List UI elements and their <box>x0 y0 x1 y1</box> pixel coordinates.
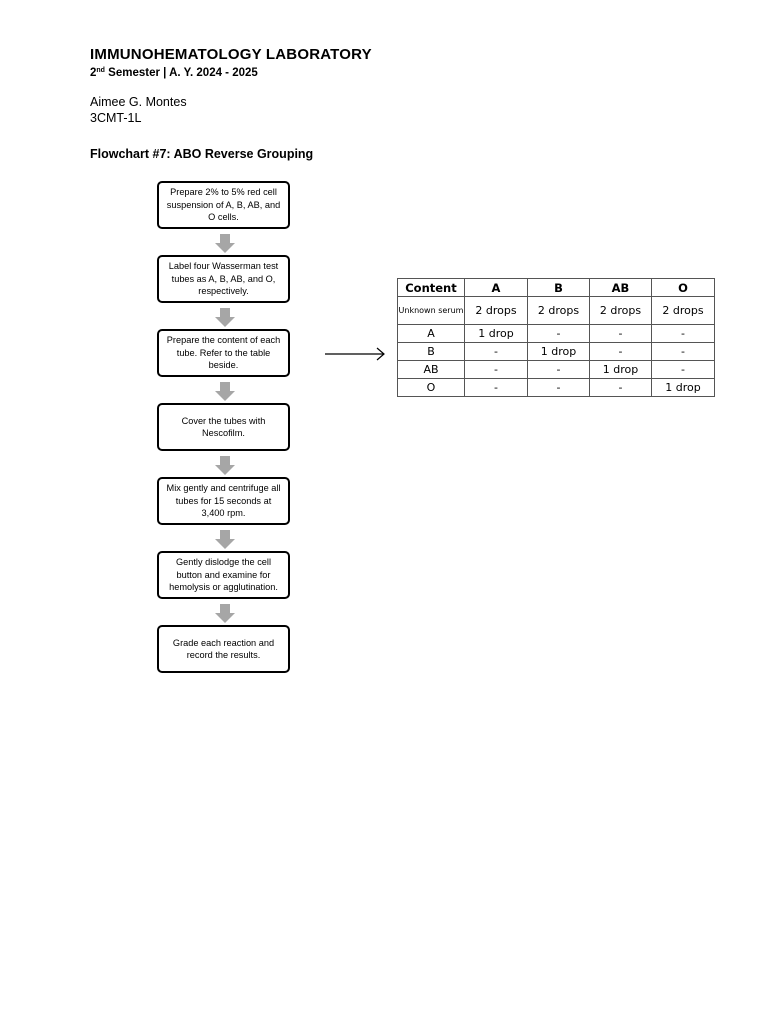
down-arrow-icon <box>215 530 235 549</box>
table-cell: - <box>652 325 715 343</box>
lab-title: IMMUNOHEMATOLOGY LABORATORY <box>90 46 372 63</box>
table-cell: - <box>528 379 590 397</box>
table-cell: 1 drop <box>590 361 652 379</box>
student-section: 3CMT-1L <box>90 111 142 125</box>
table-cell: 2 drops <box>528 297 590 325</box>
flow-step-7: Grade each reaction and record the results. <box>157 625 290 673</box>
table-cell: - <box>652 343 715 361</box>
table-cell: Unknown serum <box>398 297 465 325</box>
table-cell: - <box>590 343 652 361</box>
flow-step-2: Label four Wasserman test tubes as A, B, AB, and O, respectively. <box>157 255 290 303</box>
table-row <box>398 361 715 379</box>
table-cell: - <box>528 325 590 343</box>
table-header-cell: AB <box>590 279 652 297</box>
table-cell: O <box>398 379 465 397</box>
down-arrow-icon <box>215 604 235 623</box>
semester-line <box>90 67 258 79</box>
table-cell: - <box>652 361 715 379</box>
semester-number: 2 <box>90 67 97 79</box>
semester-superscript: nd <box>96 67 105 74</box>
table-row <box>398 379 715 397</box>
table-cell: - <box>465 361 528 379</box>
table-cell: 1 drop <box>652 379 715 397</box>
table-cell: A <box>398 325 465 343</box>
table-header-cell: A <box>465 279 528 297</box>
down-arrow-icon <box>215 456 235 475</box>
table-cell: - <box>590 325 652 343</box>
table-header-cell: Content <box>398 279 465 297</box>
table-cell: - <box>465 379 528 397</box>
table-row <box>398 325 715 343</box>
down-arrow-icon <box>215 382 235 401</box>
table-cell: - <box>465 343 528 361</box>
table-cell: B <box>398 343 465 361</box>
flow-step-3: Prepare the content of each tube. Refer to the table beside. <box>157 329 290 377</box>
flowchart-title: Flowchart #7: ABO Reverse Grouping <box>90 147 314 161</box>
table-cell: - <box>590 379 652 397</box>
student-name: Aimee G. Montes <box>90 95 187 109</box>
table-row <box>398 343 715 361</box>
table-cell: 1 drop <box>465 325 528 343</box>
table-header-cell: O <box>652 279 715 297</box>
tube-content-table <box>397 278 715 397</box>
flow-step-1: Prepare 2% to 5% red cell suspension of A, B, AB, and O cells. <box>157 181 290 229</box>
table-row <box>398 297 715 325</box>
table-cell: - <box>528 361 590 379</box>
down-arrow-icon <box>215 308 235 327</box>
flow-step-6: Gently dislodge the cell button and examine for hemolysis or agglutination. <box>157 551 290 599</box>
down-arrow-icon <box>215 234 235 253</box>
table-cell: 2 drops <box>652 297 715 325</box>
table-cell: 1 drop <box>528 343 590 361</box>
table-cell: 2 drops <box>465 297 528 325</box>
right-arrow-icon <box>325 347 387 361</box>
semester-text: Semester | A. Y. 2024 - 2025 <box>104 67 258 79</box>
table-header-row <box>398 279 715 297</box>
table-header-cell: B <box>528 279 590 297</box>
table-cell: AB <box>398 361 465 379</box>
table-cell: 2 drops <box>590 297 652 325</box>
flow-step-5: Mix gently and centrifuge all tubes for 15 seconds at 3,400 rpm. <box>157 477 290 525</box>
flow-step-4: Cover the tubes with Nescofilm. <box>157 403 290 451</box>
